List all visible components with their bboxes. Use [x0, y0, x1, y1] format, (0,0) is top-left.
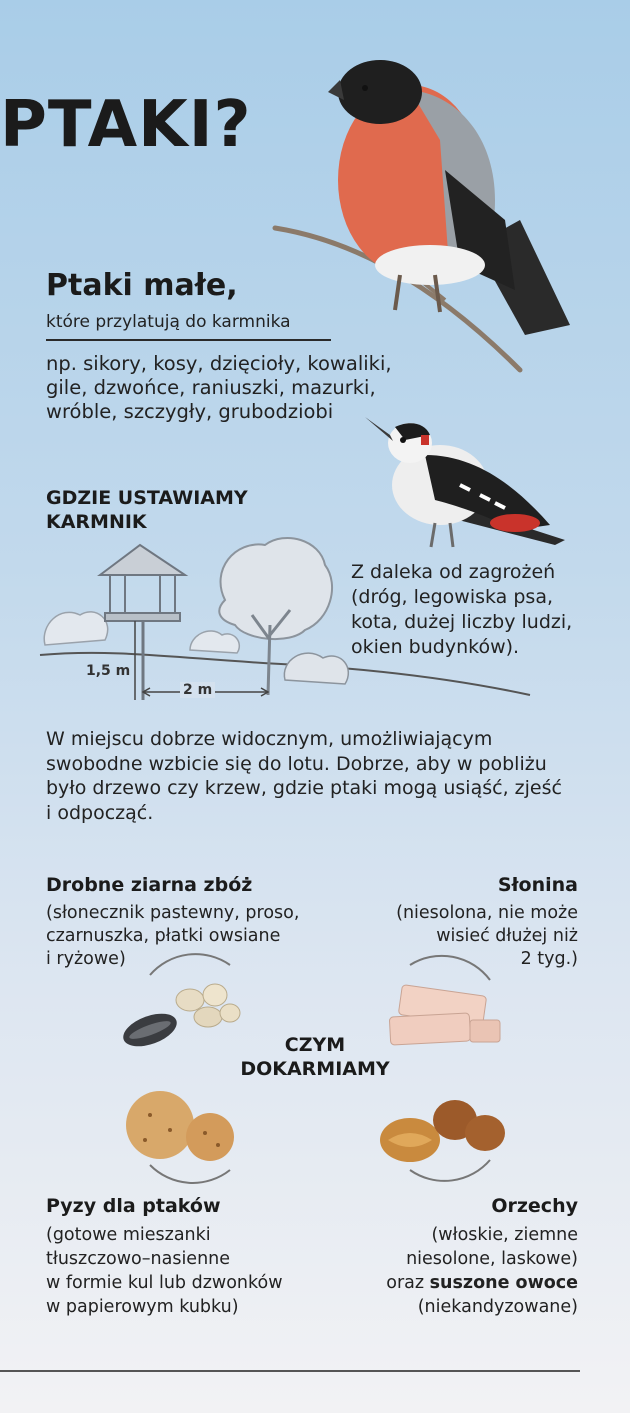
nuts-desc — [386, 1223, 578, 1319]
nuts-line: (włoskie, ziemne — [431, 1225, 578, 1245]
description-line: W miejscu dobrze widocznym, umożliwiającym — [46, 728, 493, 750]
description-line: swobodne wzbicie się do lotu. Dobrze, aby w pobliżu — [46, 752, 547, 775]
placement-heading — [46, 486, 248, 534]
height-label: 1,5 m — [86, 663, 131, 679]
grains-line: (słonecznik pastewny, proso, — [46, 903, 300, 923]
lard-line: 2 tyg.) — [520, 949, 578, 969]
sunflower-seed-icon — [119, 1007, 181, 1052]
feeding-heading-line: CZYM — [284, 1034, 346, 1056]
balls-line: w papierowym kubku) — [46, 1297, 239, 1317]
species-line: gile, dzwońce, raniuszki, mazurki, — [46, 376, 376, 399]
nuts-extra: oraz suszone owoce — [386, 1273, 578, 1293]
page-title: PTAKI? — [0, 88, 252, 162]
intro-heading: Ptaki małe, — [46, 268, 238, 303]
balls-line: w formie kul lub dzwonków — [46, 1273, 283, 1293]
grains-icon — [176, 984, 240, 1027]
grains-line: i ryżowe) — [46, 949, 126, 969]
grains-title: Drobne ziarna zbóż — [46, 874, 253, 896]
species-line: wróble, szczygły, grubodziobi — [46, 400, 334, 423]
nuts-line: niesolone, laskowe) — [406, 1249, 578, 1269]
placement-description — [46, 727, 562, 825]
balls-title: Pyzy dla ptaków — [46, 1195, 221, 1217]
placement-heading-line: GDZIE USTAWIAMY — [46, 487, 248, 509]
placement-heading-line: KARMNIK — [46, 511, 147, 533]
danger-line: (dróg, legowiska psa, — [351, 586, 553, 608]
description-line: i odpocząć. — [46, 801, 154, 824]
fat-ball-icon — [126, 1091, 234, 1161]
bullfinch-illustration — [270, 50, 570, 380]
grains-line: czarnuszka, płatki owsiane — [46, 926, 281, 946]
nuts-icon — [380, 1100, 505, 1162]
intro-underline — [46, 339, 331, 341]
nuts-title: Orzechy — [491, 1195, 578, 1217]
feeding-heading-line: DOKARMIAMY — [240, 1058, 390, 1080]
danger-line: Z daleka od zagrożeń — [351, 561, 556, 583]
species-line: np. sikory, kosy, dzięcioły, kowaliki, — [46, 352, 392, 375]
nuts-line: (niekandyzowane) — [417, 1297, 578, 1317]
balls-line: tłuszczowo–nasienne — [46, 1249, 231, 1269]
lard-title: Słonina — [497, 874, 578, 896]
description-line: było drzewo czy krzew, gdzie ptaki mogą usiąść, zjeść — [46, 777, 562, 799]
feeding-heading — [215, 1033, 415, 1081]
balls-desc — [46, 1223, 283, 1319]
intro-subheading: które przylatują do karmnika — [46, 312, 291, 332]
danger-text — [351, 560, 572, 660]
bottom-divider — [0, 1370, 580, 1372]
lard-line: wisieć dłużej niż — [436, 926, 578, 946]
dried-fruit-highlight: suszone owoce — [429, 1273, 578, 1293]
balls-line: (gotowe mieszanki — [46, 1225, 211, 1245]
danger-line: kota, dużej liczby ludzi, — [351, 611, 573, 633]
distance-label: 2 m — [180, 682, 215, 698]
lard-line: (niesolona, nie może — [396, 903, 578, 923]
danger-line: okien budynków). — [351, 636, 520, 658]
